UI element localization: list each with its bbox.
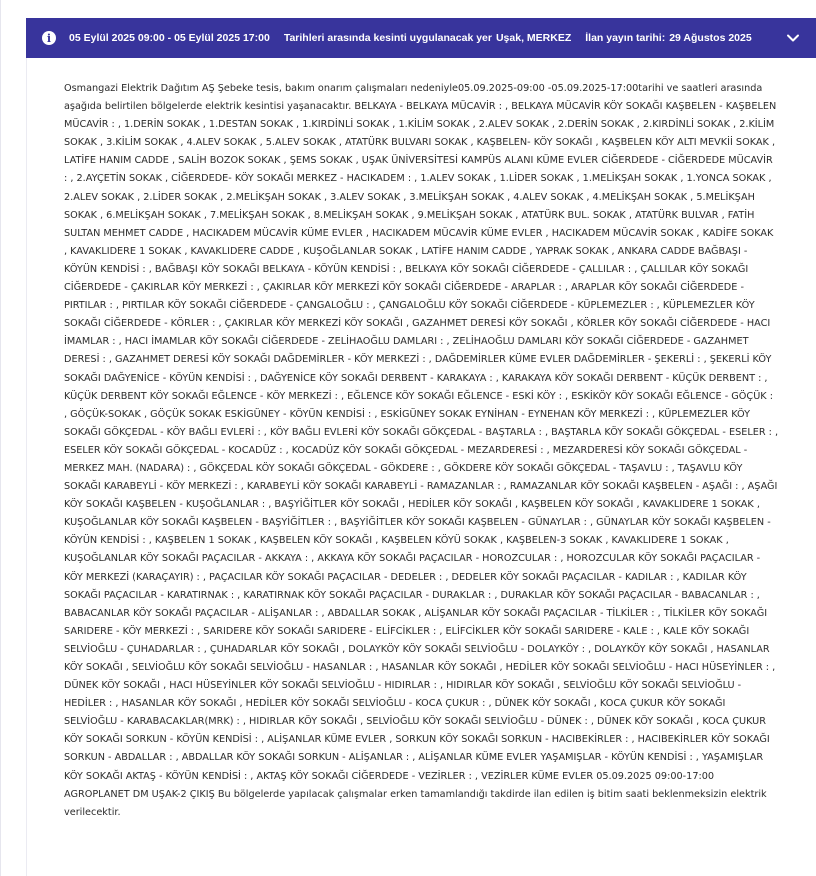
outage-location: Uşak, MERKEZ <box>495 32 572 44</box>
outage-description: Osmangazi Elektrik Dağıtım AŞ Şebeke tesis, bakım onarım çalışmaları nedeniyle05.09.2025-09:00 -05.09.2025-17:00tarihi ve saatleri arasında aşağıda belirtilen bölgelerde elektrik kesintisi yaşanacaktır. BELKAYA - BELKAYA MÜCAVİR : , BELKAYA MÜCAVİR KÖY SOKAĞI KAŞBELEN - KAŞBELEN MÜCAVİR : , 1.DERİN SOKAK , 1.DESTAN SOKAK , 1.KIRDİNLİ SOKAK , 1.KİLİM SOKAK , 2.ALEV SOKAK , 2.DERİN SOKAK , 2.KIRDİNLİ SOKAK , 2.KİLİM SOKAK , 3.KİLİM SOKAK , 4.ALEV SOKAK , 5.ALEV SOKAK , ATATÜRK BULVARI SOKAK , KAŞBELEN- KÖY SOKAĞI , KAŞBELEN KÖY ALTI MEVKİİ SOKAK , LATİFE HANIM CADDE , SALİH BOZOK SOKAK , ŞEMS SOKAK , UŞAK ÜNİVERSİTESİ KAMPÜS ALANI KÜME EVLER CİĞERDEDE - CİĞERDEDE MÜCAVİR : , 2.AYÇETİN SOKAK , CİĞERDEDE- KÖY SOKAĞI MERKEZ - HACIKADEM : , 1.ALEV SOKAK , 1.LİDER SOKAK , 1.MELİKŞAH SOKAK , 1.YONCA SOKAK , 2.ALEV SOKAK , 2.LİDER SOKAK , 2.MELİKŞAH SOKAK , 3.ALEV SOKAK , 3.MELİKŞAH SOKAK , 4.ALEV SOKAK , 4.MELİKŞAH SOKAK , 5.MELİKŞAH SOKAK , 6.MELİKŞAH SOKAK , 7.MELİKŞAH SOKAK , 8.MELİKŞAH SOKAK , 9.MELİKŞAH SOKAK , ATATÜRK BUL. SOKAK , ATATÜRK BULVAR , FATİH SULTAN MEHMET CADDE , HACIKADEM MÜCAVİR KÜME EVLER , HACIKADEM MÜCAVİR KÜME EVLER , HACIKADEM MÜCAVİR SOKAK , KADİFE SOKAK , KAVAKLIDERE 1 SOKAK , KAVAKLIDERE CADDE , KUŞOĞLANLAR SOKAK , LATİFE HANIM CADDE , YAPRAK SOKAK , ANKARA CADDE BAĞBAŞI - KÖYÜN KENDİSİ : , BAĞBAŞI KÖY SOKAĞI BELKAYA - KÖYÜN KENDİSİ : , BELKAYA KÖY SOKAĞI CİĞERDEDE - ÇALLILAR : , ÇALLILAR KÖY SOKAĞI CİĞERDEDE - ÇAKIRLAR KÖY MERKEZİ : , ÇAKIRLAR KÖY MERKEZİ KÖY SOKAĞI CİĞERDEDE - ARAPLAR : , ARAPLAR KÖY SOKAĞI CİĞERDEDE - PIRTILAR : , PIRTILAR KÖY SOKAĞI CİĞERDEDE - ÇANGALOĞLU : , ÇANGALOĞLU KÖY SOKAĞI CİĞERDEDE - KÜPLEMEZLER : , KÜPLEMEZLER KÖY SOKAĞI CİĞERDEDE - KÖRLER : , ÇAKIRLAR KÖY MERKEZİ KÖY SOKAĞI , GAZAHMET DERESİ KÖY SOKAĞI , KÖRLER KÖY SOKAĞI CİĞERDEDE - HACI İMAMLAR : , HACI İMAMLAR KÖY SOKAĞI CİĞERDEDE - ZELİHAOĞLU DAMLARI : , ZELİHAOĞLU DAMLARI KÖY SOKAĞI CİĞERDEDE - GAZAHMET DERESİ : , GAZAHMET DERESİ KÖY SOKAĞI DAĞDEMİRLER - KÖY MERKEZİ : , DAĞDEMİRLER KÜME EVLER DAĞDEMİRLER - ŞEKERLİ : , ŞEKERLİ KÖY SOKAĞI DAĞYENİCE - KÖYÜN KENDİSİ : , DAĞYENİCE KÖY SOKAĞI DERBENT - KARAKAYA : , KARAKAYA KÖY SOKAĞI DERBENT - KÜÇÜK DERBENT : , KÜÇÜK DERBENT KÖY SOKAĞI EĞLENCE - KÖY MERKEZİ : , EĞLENCE KÖY SOKAĞI EĞLENCE - ESKİ KÖY : , ESKİKÖY KÖY SOKAĞI EĞLENCE - GÖÇÜK : , GÖÇÜK-SOKAK , GÖÇÜK SOKAK ESKİGÜNEY - KÖYÜN KENDİSİ : , ESKİGÜNEY SOKAK EYNİHAN - EYNEHAN KÖY MERKEZİ : , KÜPLEMEZLER KÖY SOKAĞI GÖKÇEDAL - KÖY BAĞLI EVLERİ : , KÖY BAĞLI EVLERİ KÖY SOKAĞI GÖKÇEDAL - BAŞTARLA : , BAŞTARLA KÖY SOKAĞI GÖKÇEDAL - ESELER : , ESELER KÖY SOKAĞI GÖKÇEDAL - KOCADÜZ : , KOCADÜZ KÖY SOKAĞI GÖKÇEDAL - MEZARDERESİ : , MEZARDERESİ KÖY SOKAĞI GÖKÇEDAL - MERKEZ MAH. (NADARA) : , GÖKÇEDAL KÖY SOKAĞI GÖKÇEDAL - GÖKDERE : , GÖKDERE KÖY SOKAĞI GÖKÇEDAL - TAŞAVLU : , TAŞAVLU KÖY SOKAĞI KARABEYLİ - KÖY MERKEZİ : , KARABEYLİ KÖY SOKAĞI KARABEYLİ - RAMAZANLAR : , RAMAZANLAR KÖY SOKAĞI KAŞBELEN - AŞAĞI : , AŞAĞI KÖY SOKAĞI KAŞBELEN - KUŞOĞLANLAR : , BAŞYİĞİTLER KÖY SOKAĞI , HEDİLER KÖY SOKAĞI , KAŞBELEN KÖY SOKAĞI , KAVAKLIDERE 1 SOKAK , KUŞOĞLANLAR KÖY SOKAĞI KAŞBELEN - BAŞYİĞİTLER : , BAŞYİĞİTLER KÖY SOKAĞI KAŞBELEN - GÜNAYLAR : , GÜNAYLAR KÖY SOKAĞI KAŞBELEN - KÖYÜN KENDİSİ : , KAŞBELEN 1 SOKAK , KAŞBELEN KÖY SOKAĞI , KAŞBELEN KÖYÜ SOKAK , KAŞBELEN-3 SOKAK , KAVAKLIDERE 1 SOKAK , KUŞOĞLANLAR KÖY SOKAĞI PAÇACILAR - AKKAYA : , AKKAYA KÖY SOKAĞI PAÇACILAR - HOROZCULAR : , HOROZCULAR KÖY SOKAĞI PAÇACILAR - KÖY MERKEZİ (KARAÇAYIR) : , PAÇACILAR KÖY SOKAĞI PAÇACILAR - DEDELER : , DEDELER KÖY SOKAĞI PAÇACILAR - KADILAR : , KADILAR KÖY SOKAĞI PAÇACILAR - KARATIRNAK : , KARATIRNAK KÖY SOKAĞI PAÇACILAR - DURAKLAR : , DURAKLAR KÖY SOKAĞI PAÇACILAR - BABACANLAR : , BABACANLAR KÖY SOKAĞI PAÇACILAR - ALİŞANLAR : , ABDALLAR SOKAK , ALİŞANLAR KÖY SOKAĞI PAÇACILAR - TİLKİLER : , TİLKİLER KÖY SOKAĞI SARIDERE - KÖY MERKEZİ : , SARIDERE KÖY SOKAĞI SARIDERE - ELİFCİKLER : , ELİFCİKLER KÖY SOKAĞI SARIDERE - KALE : , KALE KÖY SOKAĞI SELVİOĞLU - ÇUHADARLAR : , ÇUHADARLAR KÖY SOKAĞI , DOLAYKÖY KÖY SOKAĞI SELVİOĞLU - DOLAYKÖY : , DOLAYKÖY KÖY SOKAĞI , HASANLAR KÖY SOKAĞI , SELVİOĞLU KÖY SOKAĞI SELVİOĞLU - HASANLAR : , HASANLAR KÖY SOKAĞI , HEDİLER KÖY SOKAĞI SELVİOĞLU - HACI HÜSEYİNLER : , DÜNEK KÖY SOKAĞI , HACI HÜSEYİNLER KÖY SOKAĞI SELVİOĞLU - HIDIRLAR : , HIDIRLAR KÖY SOKAĞI , SELVİOĞLU KÖY SOKAĞI SELVİOĞLU - HEDİLER : , HASANLAR KÖY SOKAĞI , HEDİLER KÖY SOKAĞI SELVİOĞLU - KOCA ÇUKUR : , DÜNEK KÖY SOKAĞI , KOCA ÇUKUR KÖY SOKAĞI SELVİOĞLU - KARABACAKLAR(MRK) : , HIDIRLAR KÖY SOKAĞI , SELVİOĞLU KÖY SOKAĞI SELVİOĞLU - DÜNEK : , DÜNEK KÖY SOKAĞI , KOCA ÇUKUR KÖY SOKAĞI SORKUN - KÖYÜN KENDİSİ : , ALİŞANLAR KÜME EVLER , SORKUN KÖY SOKAĞI SORKUN - HACIBEKİRLER : , HACIBEKİRLER KÖY SOKAĞI SORKUN - ABDALLAR : , ABDALLAR KÖY SOKAĞI SORKUN - ALİŞANLAR : , ALİŞANLAR KÜME EVLER YAŞAMIŞLAR - KÖYÜN KENDİSİ : , YAŞAMIŞLAR KÖY SOKAĞI AKTAŞ - KÖYÜN KENDİSİ : , AKTAŞ KÖY SOKAĞI CİĞERDEDE - VEZİRLER : , VEZİRLER KÜME EVLER 05.09.2025 09:00-17:00 AGROPLANET DM UŞAK-2 ÇIKIŞ Bu bölgelerde yapılacak çalışmalar erken tamamlandığı takdirde ilan edilen iş bitim saati beklenmeksizin elektrik verilecektir. <box>64 83 779 818</box>
outage-date-range: 05 Eylül 2025 09:00 - 05 Eylül 2025 17:00 <box>69 32 270 44</box>
outage-details-panel <box>26 58 816 876</box>
publish-date: 29 Ağustos 2025 <box>669 32 752 44</box>
chevron-up-icon[interactable] <box>785 30 801 46</box>
location-prefix: Tarihleri arasında kesinti uygulanacak yer <box>283 32 492 44</box>
info-circle-icon: i <box>42 31 56 45</box>
publish-label: İlan yayın tarihi: <box>585 32 666 44</box>
outage-header[interactable] <box>26 18 816 58</box>
